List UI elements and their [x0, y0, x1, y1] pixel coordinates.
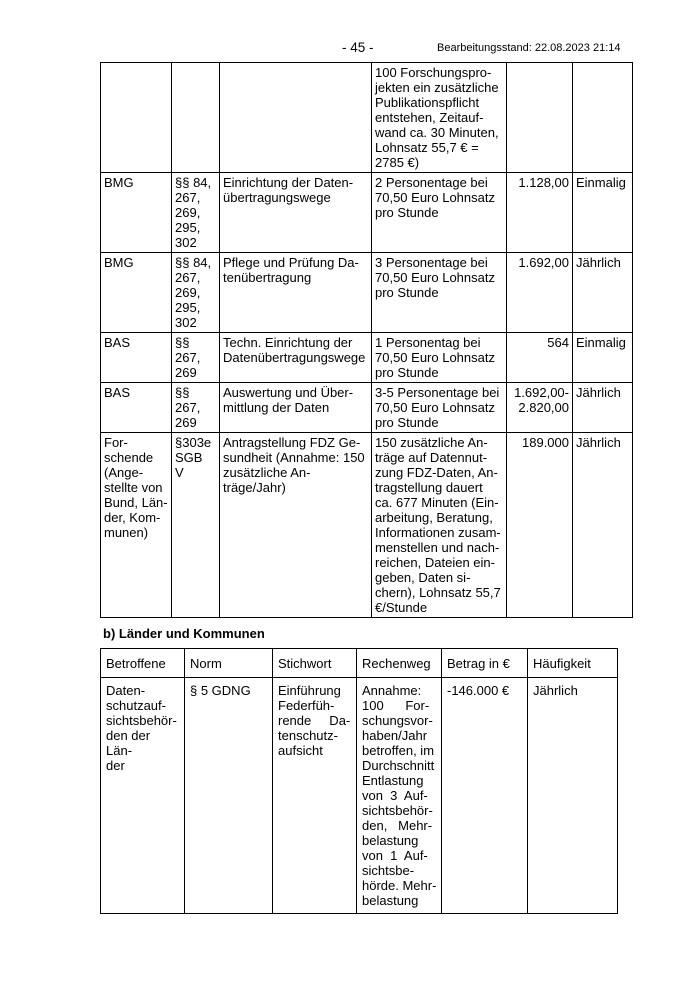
cell-calc: 3-5 Personentage bei 70,50 Euro Lohnsatz pro Stunde [372, 383, 507, 433]
cell-keyword: Techn. Einrichtung der Datenübertragungswege [220, 333, 372, 383]
header-rechenweg: Rechenweg [357, 649, 442, 678]
header-betrag: Betrag in € [442, 649, 528, 678]
table-row [101, 63, 633, 173]
table-row [101, 678, 618, 914]
cell-frequency: Einmalig [573, 173, 633, 253]
cell-who: BAS [101, 383, 172, 433]
cell-calc: 150 zusätzliche An- träge auf Datennut- zung FDZ-Daten, An- tragstellung dauert ca. 677 Minuten (Ein- arbeitung, Beratung, Informationen zusam- menstellen und nach- reichen, Dateien ein- geben, Daten si- chern), Lohnsatz 55,7 €/Stunde [372, 433, 507, 618]
cell-amount: 1.692,00 [507, 253, 573, 333]
cell-calc: Annahme: 100 For- schungsvor- haben/Jahr betroffen, im Durchschnitt Entlastung von 3 Auf- sichtsbehör- den, Mehr- belastung von 1 Auf- sichtsbe- hörde. Mehr- belastung [357, 678, 442, 914]
table-row [101, 253, 633, 333]
table-row [101, 433, 633, 618]
section-title: b) Länder und Kommunen [103, 626, 265, 641]
cell-keyword: Einrichtung der Daten- übertragungswege [220, 173, 372, 253]
table-header-row [101, 649, 618, 678]
cell-frequency: Einmalig [573, 333, 633, 383]
cell-norm: §303e SGB V [172, 433, 220, 618]
cell-amount [507, 63, 573, 173]
cell-keyword: Auswertung und Über- mittlung der Daten [220, 383, 372, 433]
cell-norm: § 5 GDNG [185, 678, 273, 914]
cell-frequency: Jährlich [528, 678, 618, 914]
cell-keyword [220, 63, 372, 173]
cell-frequency: Jährlich [573, 253, 633, 333]
cell-norm: §§ 267, 269 [172, 383, 220, 433]
cell-amount: -146.000 € [442, 678, 528, 914]
page-number: - 45 - [342, 40, 374, 55]
cell-norm: §§ 84, 267, 269, 295, 302 [172, 173, 220, 253]
cell-amount: 189.000 [507, 433, 573, 618]
cell-calc: 3 Personentage bei 70,50 Euro Lohnsatz pro Stunde [372, 253, 507, 333]
cell-calc: 2 Personentage bei 70,50 Euro Lohnsatz pro Stunde [372, 173, 507, 253]
cell-frequency: Jährlich [573, 383, 633, 433]
header-norm: Norm [185, 649, 273, 678]
cell-who: Daten- schutzauf- sichtsbehör- den der Län- der [101, 678, 185, 914]
table-row [101, 383, 633, 433]
edit-status: Bearbeitungsstand: 22.08.2023 21:14 [437, 42, 621, 54]
header-haeufigkeit: Häufigkeit [528, 649, 618, 678]
cell-calc: 1 Personentag bei 70,50 Euro Lohnsatz pro Stunde [372, 333, 507, 383]
cell-amount: 1.692,00- 2.820,00 [507, 383, 573, 433]
page-header [0, 40, 700, 58]
cell-norm: §§ 267, 269 [172, 333, 220, 383]
header-betroffene: Betroffene [101, 649, 185, 678]
table-row [101, 173, 633, 253]
cost-table-federal [100, 62, 633, 618]
cell-keyword: Pflege und Prüfung Da- tenübertragung [220, 253, 372, 333]
cell-frequency [573, 63, 633, 173]
cell-who [101, 63, 172, 173]
cell-keyword: Einführung Federfüh- rende Da- tenschutz- aufsicht [273, 678, 357, 914]
cell-who: BMG [101, 173, 172, 253]
cell-who: For- schende (Ange- stellte von Bund, Län- der, Kom- munen) [101, 433, 172, 618]
header-stichwort: Stichwort [273, 649, 357, 678]
cell-norm: §§ 84, 267, 269, 295, 302 [172, 253, 220, 333]
table-row [101, 333, 633, 383]
cell-keyword: Antragstellung FDZ Ge- sundheit (Annahme: 150 zusätzliche An- träge/Jahr) [220, 433, 372, 618]
cell-amount: 564 [507, 333, 573, 383]
cell-who: BMG [101, 253, 172, 333]
cell-calc: 100 Forschungspro- jekten ein zusätzliche Publikationspflicht entstehen, Zeitauf- wand ca. 30 Minuten, Lohnsatz 55,7 € = 2785 €) [372, 63, 507, 173]
cost-table-states [100, 648, 618, 914]
cell-norm [172, 63, 220, 173]
cell-frequency: Jährlich [573, 433, 633, 618]
cell-who: BAS [101, 333, 172, 383]
cell-amount: 1.128,00 [507, 173, 573, 253]
